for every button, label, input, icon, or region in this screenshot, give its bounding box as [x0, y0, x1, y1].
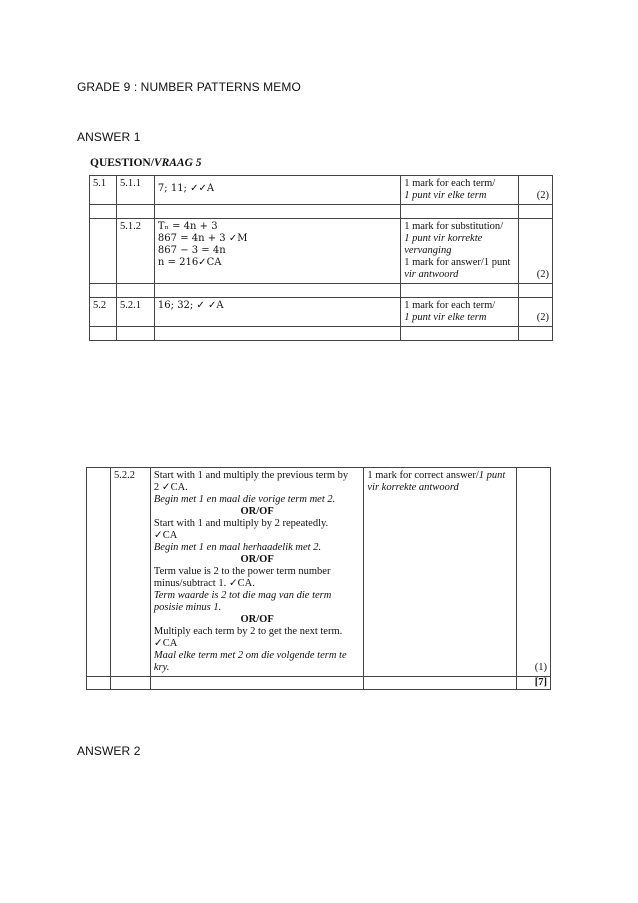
note-en: 1 mark for each term/	[404, 300, 496, 311]
answer-text: 7; 11; ✓✓A	[157, 183, 215, 194]
answer-cell	[154, 219, 400, 284]
page-title: GRADE 9 : NUMBER PATTERNS MEMO	[77, 80, 301, 94]
marking-note	[401, 176, 519, 205]
table-row	[90, 327, 553, 341]
table-row	[90, 176, 553, 205]
answer-line: ✓CA	[153, 530, 178, 541]
question-title	[90, 157, 202, 169]
answer-line: Begin met 1 en maal die vorige term met 2.	[153, 494, 336, 505]
table-row	[87, 468, 551, 677]
answer-line: Begin met 1 en maal herhaadelik met 2.	[153, 542, 322, 553]
note-af: vervanging	[404, 245, 452, 256]
answer-line: Start with 1 and multiply the previous term by	[153, 470, 349, 481]
note-en: 1 mark for correct answer/	[367, 470, 479, 481]
answer-cell	[154, 298, 400, 327]
answer-line: Tₙ = 4n + 3	[157, 221, 218, 232]
answer-line: 867 − 3 = 4n	[157, 245, 226, 256]
memo-table-1	[89, 175, 553, 341]
answer-cell	[154, 176, 400, 205]
note-af: 1 punt vir korrekte antwoord	[367, 470, 506, 493]
answer-line: posisie minus 1.	[153, 602, 222, 613]
answer-line: Term value is 2 to the power term number	[153, 566, 331, 577]
question-number: 5.2	[90, 298, 117, 327]
answer-line: ✓CA	[153, 638, 178, 649]
question-number: 5.1	[90, 176, 117, 205]
or-separator: OR/OF	[240, 614, 274, 625]
answer-line: kry.	[153, 662, 170, 673]
total-mark: [7]	[517, 677, 551, 690]
answer-line: n = 216✓CA	[157, 257, 222, 268]
sub-question-number: 5.1.1	[116, 176, 154, 205]
note-af: 1 punt vir korrekte	[404, 233, 483, 244]
note-af: 1 punt vir elke term	[404, 312, 487, 323]
note-af: vir antwoord	[404, 269, 459, 280]
table-row	[90, 219, 553, 284]
answer-line: 2 ✓CA.	[153, 482, 188, 493]
mark-cell: (2)	[519, 176, 553, 205]
answer-line: minus/subtract 1. ✓CA.	[153, 578, 255, 589]
marking-note	[401, 298, 519, 327]
answer-line: Maal elke term met 2 om die volgende term te	[153, 650, 347, 661]
answer-text: 16; 32; ✓ ✓A	[157, 300, 224, 311]
answer-2-heading: ANSWER 2	[77, 744, 141, 758]
note-af: 1 punt vir elke term	[404, 190, 487, 201]
or-separator: OR/OF	[240, 506, 274, 517]
question-title-en: QUESTION/	[90, 157, 154, 169]
sub-question-number: 5.2.2	[110, 468, 150, 677]
table-row	[90, 298, 553, 327]
or-separator: OR/OF	[240, 554, 274, 565]
sub-question-number: 5.1.2	[116, 219, 154, 284]
note-en: 1 mark for each term/	[404, 178, 496, 189]
question-title-af: VRAAG 5	[153, 157, 202, 169]
sub-question-number: 5.2.1	[116, 298, 154, 327]
memo-table-2	[86, 467, 551, 690]
answer-1-heading: ANSWER 1	[77, 130, 141, 144]
answer-cell	[150, 468, 364, 677]
answer-line: Start with 1 and multiply by 2 repeatedly.	[153, 518, 329, 529]
answer-line: Term waarde is 2 tot die mag van die term	[153, 590, 332, 601]
mark-cell: (2)	[519, 298, 553, 327]
marking-note	[401, 219, 519, 284]
mark-cell: (2)	[519, 219, 553, 284]
note-en: 1 mark for answer/1 punt	[404, 257, 511, 268]
table-row	[90, 205, 553, 219]
mark-cell: (1)	[517, 468, 551, 677]
note-en: 1 mark for substitution/	[404, 221, 504, 232]
table-row	[90, 284, 553, 298]
answer-line: 867 = 4n + 3 ✓M	[157, 233, 248, 244]
answer-line: Multiply each term by 2 to get the next term.	[153, 626, 343, 637]
table-row	[87, 677, 551, 690]
marking-note	[364, 468, 517, 677]
